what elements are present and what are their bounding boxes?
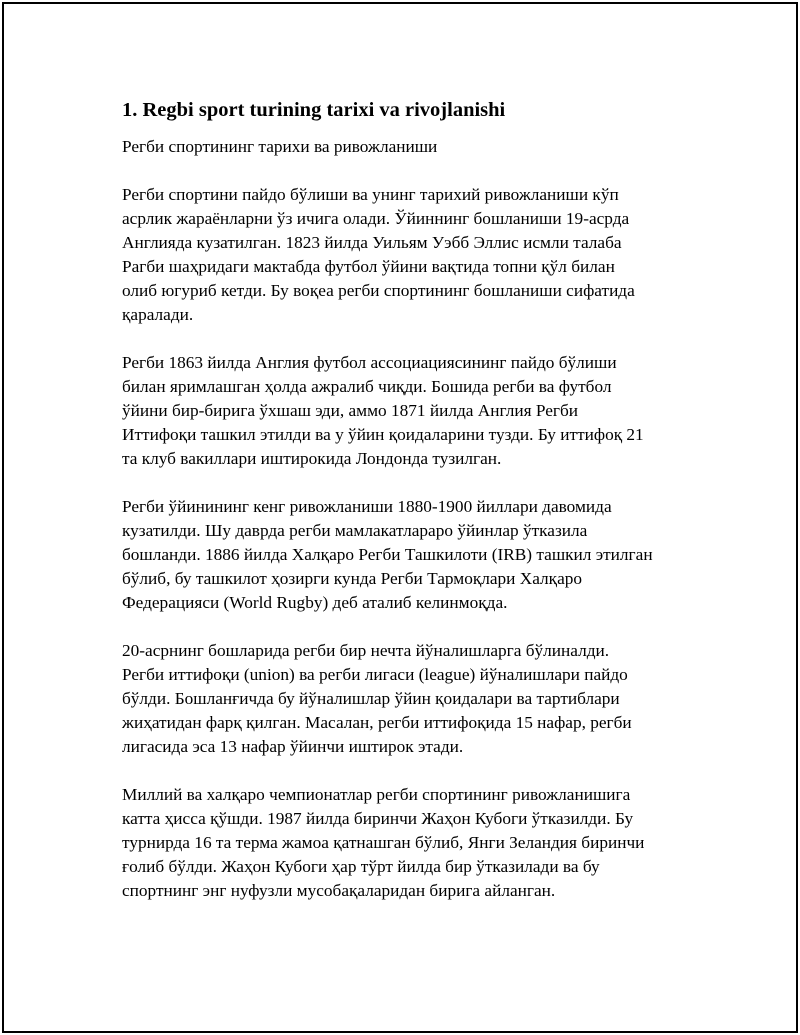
paragraph-line: қаралади. bbox=[122, 305, 194, 324]
paragraph-line: ғолиб бўлди. Жаҳон Кубоги ҳар тўрт йилда бир ўтказилади ва бу bbox=[122, 857, 600, 876]
paragraph-line: катта ҳисса қўшди. 1987 йилда биринчи Жаҳон Кубоги ўтказилди. Бу bbox=[122, 809, 634, 828]
page-frame bbox=[2, 2, 798, 1033]
paragraph-line: жиҳатидан фарқ қилган. Масалан, регби иттифоқида 15 нафар, регби bbox=[122, 713, 632, 732]
paragraph-line: Англияда кузатилган. 1823 йилда Уильям Уэбб Эллис исмли талаба bbox=[122, 233, 622, 252]
paragraph-line: турнирда 16 та терма жамоа қатнашган бўлиб, Янги Зеландия биринчи bbox=[122, 833, 645, 852]
paragraph-line: олиб югуриб кетди. Бу воқеа регби спортининг бошланиши сифатида bbox=[122, 281, 635, 300]
paragraph bbox=[122, 639, 682, 759]
paragraph-line: бўлиб, бу ташкилот ҳозирги кунда Регби Тармоқлари Халқаро bbox=[122, 569, 583, 588]
paragraph-line: Рагби шаҳридаги мактабда футбол ўйини вақтида топни қўл билан bbox=[122, 257, 615, 276]
paragraph-list bbox=[122, 183, 682, 903]
paragraph-line: Федерацияси (World Rugby) деб аталиб келинмоқда. bbox=[122, 593, 508, 612]
paragraph-line: лигасида эса 13 нафар ўйинчи иштирок этади. bbox=[122, 737, 464, 756]
paragraph-line: Регби ўйинининг кенг ривожланиши 1880-1900 йиллари давомида bbox=[122, 497, 612, 516]
paragraph-line: асрлик жараёнларни ўз ичига олади. Ўйиннинг бошланиши 19-асрда bbox=[122, 209, 630, 228]
paragraph-line: бошланди. 1886 йилда Халқаро Регби Ташкилоти (IRB) ташкил этилган bbox=[122, 545, 653, 564]
paragraph-line: та клуб вакиллари иштирокида Лондонда тузилган. bbox=[122, 449, 502, 468]
paragraph-line: ўйини бир-бирига ўхшаш эди, аммо 1871 йилда Англия Регби bbox=[122, 401, 579, 420]
paragraph-line: Миллий ва халқаро чемпионатлар регби спортининг ривожланишига bbox=[122, 785, 631, 804]
document-body bbox=[122, 96, 682, 927]
paragraph-line: кузатилди. Шу даврда регби мамлакатлараро ўйинлар ўтказила bbox=[122, 521, 588, 540]
paragraph bbox=[122, 495, 682, 615]
paragraph-line: билан яримлашган ҳолда ажралиб чиқди. Бошида регби ва футбол bbox=[122, 377, 612, 396]
paragraph-line: Регби спортини пайдо бўлиши ва унинг тарихий ривожланиши кўп bbox=[122, 185, 619, 204]
paragraph-line: Регби иттифоқи (union) ва регби лигаси (league) йўналишлари пайдо bbox=[122, 665, 628, 684]
section-subtitle: Регби спортининг тарихи ва ривожланиши bbox=[122, 137, 438, 156]
paragraph bbox=[122, 183, 682, 327]
paragraph-line: бўлди. Бошланғичда бу йўналишлар ўйин қоидалари ва тартиблари bbox=[122, 689, 620, 708]
paragraph-line: Регби 1863 йилда Англия футбол ассоциациясининг пайдо бўлиши bbox=[122, 353, 617, 372]
paragraph bbox=[122, 783, 682, 903]
paragraph bbox=[122, 351, 682, 471]
paragraph-line: спортнинг энг нуфузли мусобақаларидан бирига айланган. bbox=[122, 881, 556, 900]
section-heading: 1. Regbi sport turining tarixi va rivojlanishi bbox=[122, 99, 506, 121]
paragraph-line: 20-асрнинг бошларида регби бир нечта йўналишларга бўлиналди. bbox=[122, 641, 610, 660]
paragraph-line: Иттифоқи ташкил этилди ва у ўйин қоидаларини тузди. Бу иттифоқ 21 bbox=[122, 425, 644, 444]
